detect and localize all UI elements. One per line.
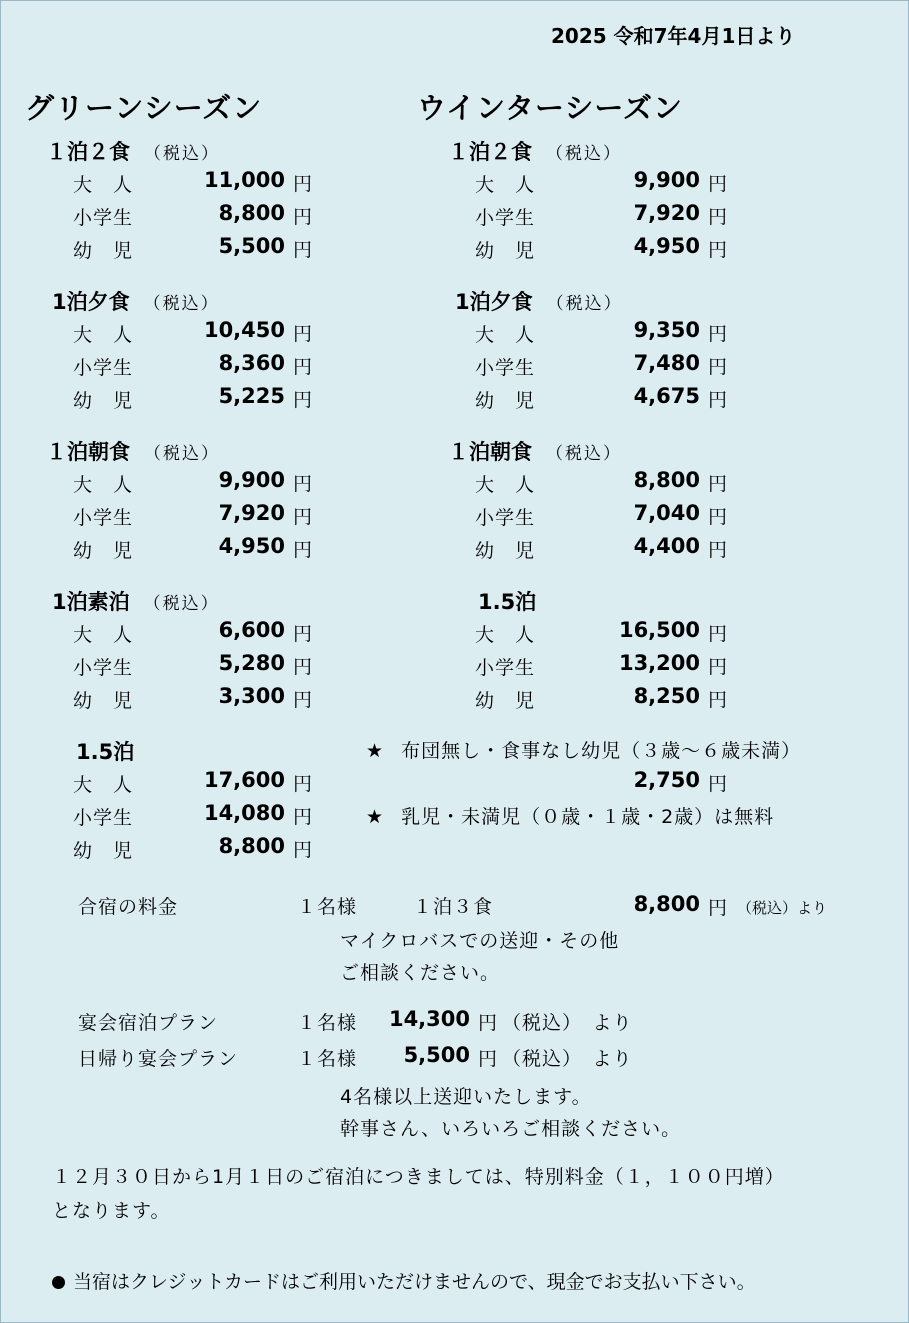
rate-price: 3,300 (218, 684, 285, 708)
banquet-price: 14,300 (388, 1007, 470, 1031)
payment-note (52, 1267, 756, 1294)
rate-label: 大 人 (475, 624, 536, 646)
tax-included-label: （税込） (546, 294, 623, 314)
camp-persons: １名様 (297, 896, 358, 918)
yen-unit: 円 (293, 506, 313, 528)
rate-label: 幼 児 (73, 540, 134, 562)
rate-label: 幼 児 (73, 390, 134, 412)
camp-line2: マイクロバスでの送迎・その他 (340, 930, 620, 952)
futon-price: 2,750 (633, 768, 700, 792)
yen-unit: 円 (293, 806, 313, 828)
yen-unit: 円 (293, 356, 313, 378)
yen-unit: 円 (708, 539, 728, 561)
rate-label: 幼 児 (73, 690, 134, 712)
plan-name: 1.5泊 (76, 740, 135, 764)
camp-yen: 円 (708, 897, 728, 919)
day-banquet-price: 5,500 (403, 1043, 470, 1067)
rate-price: 17,600 (203, 768, 285, 792)
plan-heading (46, 136, 220, 166)
plan-heading (76, 736, 134, 766)
rate-label: 小学生 (475, 507, 536, 529)
rate-label: 幼 児 (475, 390, 536, 412)
plan-heading (448, 436, 622, 466)
rate-label: 大 人 (73, 624, 134, 646)
star-icon: ★ (366, 806, 385, 828)
yen-unit: 円 (293, 473, 313, 495)
payment-note-text: 当宿はクレジットカードはご利用いただけませんので、現金でお支払い下さい。 (73, 1271, 756, 1293)
tax-included-label: （税込） (143, 594, 220, 614)
yen-unit: 円 (293, 539, 313, 561)
tax-included-label: （税込） (546, 144, 622, 164)
futon-note-text: 布団無し・食事なし幼児（３歳～６歳未満） (401, 740, 802, 762)
yen-unit: 円 (293, 839, 313, 861)
yen-unit: 円 (293, 323, 313, 345)
day-banquet-label: 日帰り宴会プラン (78, 1048, 239, 1070)
day-banquet-suffix: （税込） より (502, 1048, 633, 1070)
bullet-icon (52, 1276, 65, 1289)
futon-yen: 円 (708, 773, 728, 795)
yen-unit: 円 (293, 206, 313, 228)
yen-unit: 円 (293, 239, 313, 261)
rate-price: 4,950 (218, 534, 285, 558)
yen-unit: 円 (708, 239, 728, 261)
rate-price: 7,920 (633, 201, 700, 225)
rate-price: 9,900 (633, 168, 700, 192)
rate-label: 幼 児 (475, 240, 536, 262)
rate-price: 7,480 (633, 351, 700, 375)
camp-label: 合宿の料金 (78, 896, 179, 918)
rate-label: 大 人 (475, 324, 536, 346)
futon-note (366, 736, 801, 763)
camp-line3: ご相談ください。 (340, 962, 501, 984)
camp-from-text: より (797, 899, 828, 917)
plan-name: １泊朝食 (448, 440, 532, 464)
rate-label: 大 人 (475, 174, 536, 196)
yen-unit: 円 (708, 173, 728, 195)
yen-unit: 円 (708, 356, 728, 378)
plan-name: 1泊素泊 (52, 590, 130, 614)
rate-price: 13,200 (618, 651, 700, 675)
rate-price: 6,600 (218, 618, 285, 642)
yen-unit: 円 (708, 689, 728, 711)
rate-price: 4,675 (633, 384, 700, 408)
plan-name: １泊２食 (448, 140, 532, 164)
plan-heading (455, 286, 623, 316)
rate-label: 幼 児 (475, 540, 536, 562)
plan-name: １泊朝食 (46, 440, 130, 464)
rate-price: 7,040 (633, 501, 700, 525)
rate-price: 11,000 (203, 168, 285, 192)
infant-note (366, 802, 774, 829)
winter-season-title: ウインターシーズン (417, 91, 683, 125)
rate-price: 10,450 (203, 318, 285, 342)
rate-price: 8,800 (218, 201, 285, 225)
day-banquet-persons: １名様 (297, 1048, 358, 1070)
rate-label: 小学生 (73, 657, 134, 679)
rate-price: 4,400 (633, 534, 700, 558)
rate-label: 幼 児 (475, 690, 536, 712)
yen-unit: 円 (293, 173, 313, 195)
yen-unit: 円 (708, 206, 728, 228)
plan-heading (448, 136, 622, 166)
rate-price: 9,350 (633, 318, 700, 342)
yen-unit: 円 (708, 473, 728, 495)
plan-heading (52, 586, 220, 616)
rate-price: 5,500 (218, 234, 285, 258)
banquet-label: 宴会宿泊プラン (78, 1012, 219, 1034)
day-banquet-line2: 4名様以上送迎いたします。 (340, 1086, 592, 1108)
year-end-line1: １２月３０日から1月１日のご宿泊につきましては、特別料金（１，１００円増） (52, 1166, 785, 1188)
rate-price: 7,920 (218, 501, 285, 525)
tax-included-label: （税込） (144, 444, 220, 464)
tax-included-label: （税込） (546, 444, 622, 464)
camp-plan: １泊３食 (413, 896, 494, 918)
rate-label: 小学生 (475, 207, 536, 229)
yen-unit: 円 (708, 656, 728, 678)
rate-label: 小学生 (475, 357, 536, 379)
rate-label: 幼 児 (73, 240, 134, 262)
star-icon: ★ (366, 740, 385, 762)
rate-label: 小学生 (73, 507, 134, 529)
rate-label: 幼 児 (73, 840, 134, 862)
rate-label: 大 人 (73, 174, 134, 196)
yen-unit: 円 (708, 389, 728, 411)
banquet-persons: １名様 (297, 1012, 358, 1034)
yen-unit: 円 (293, 623, 313, 645)
rate-label: 小学生 (475, 657, 536, 679)
camp-tax-suffix (737, 897, 827, 918)
rate-price: 14,080 (203, 801, 285, 825)
rate-price: 8,360 (218, 351, 285, 375)
plan-name: 1.5泊 (478, 590, 537, 614)
rate-price: 5,280 (218, 651, 285, 675)
plan-name: １泊２食 (46, 140, 130, 164)
rate-price: 5,225 (218, 384, 285, 408)
tax-included-label: （税込） (143, 294, 220, 314)
plan-heading (46, 436, 220, 466)
banquet-yen: 円 (478, 1012, 498, 1034)
yen-unit: 円 (293, 656, 313, 678)
yen-unit: 円 (708, 623, 728, 645)
rate-label: 小学生 (73, 357, 134, 379)
yen-unit: 円 (293, 389, 313, 411)
yen-unit: 円 (293, 689, 313, 711)
rate-price: 8,800 (633, 468, 700, 492)
rate-label: 大 人 (73, 324, 134, 346)
effective-date: 2025 令和7年4月1日より (551, 24, 796, 48)
rate-label: 小学生 (73, 807, 134, 829)
plan-heading (478, 586, 536, 616)
year-end-line2: となります。 (52, 1200, 171, 1222)
yen-unit: 円 (293, 773, 313, 795)
yen-unit: 円 (708, 506, 728, 528)
plan-heading (52, 286, 220, 316)
tax-included-label: （税込） (144, 144, 220, 164)
banquet-suffix: （税込） より (502, 1012, 633, 1034)
camp-price: 8,800 (633, 892, 700, 916)
yen-unit: 円 (708, 323, 728, 345)
rate-label: 大 人 (475, 474, 536, 496)
rate-price: 8,800 (218, 834, 285, 858)
green-season-title: グリーンシーズン (25, 91, 263, 125)
rate-price: 8,250 (633, 684, 700, 708)
day-banquet-line3: 幹事さん、いろいろご相談ください。 (340, 1118, 682, 1140)
rate-price: 4,950 (633, 234, 700, 258)
rate-label: 大 人 (73, 474, 134, 496)
infant-note-text: 乳児・未満児（０歳・１歳・2歳）は無料 (401, 806, 775, 828)
camp-tax-text: （税込） (737, 899, 798, 917)
rate-label: 小学生 (73, 207, 134, 229)
rate-price: 16,500 (618, 618, 700, 642)
plan-name: 1泊夕食 (52, 290, 130, 314)
plan-name: 1泊夕食 (455, 290, 533, 314)
rate-price: 9,900 (218, 468, 285, 492)
day-banquet-yen: 円 (478, 1048, 498, 1070)
rate-label: 大 人 (73, 774, 134, 796)
